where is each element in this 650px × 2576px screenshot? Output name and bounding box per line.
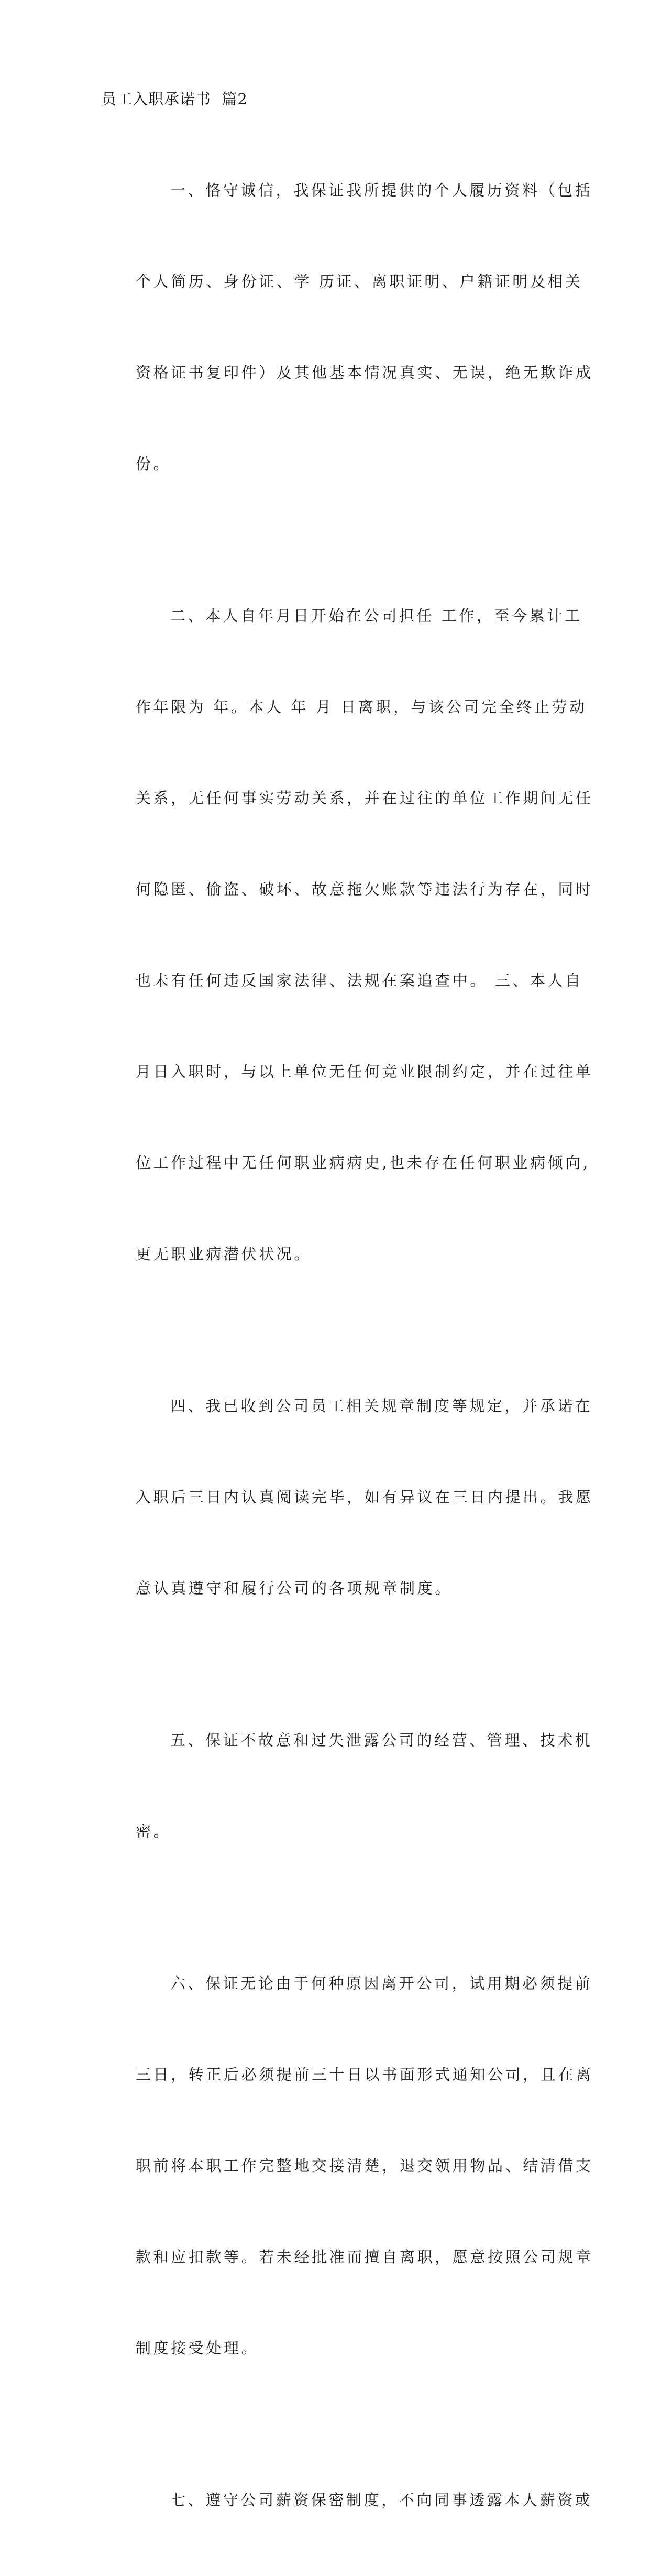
text-line: 三日，转正后必须提前三十日以书面形式通知公司，且在离 <box>136 2066 593 2083</box>
text-line: 份。 <box>136 455 171 473</box>
text-line: 也未有任何违反国家法律、法规在案追查中。 三、本人自 <box>136 972 583 989</box>
text-line: 五、保证不故意和过失泄露公司的经营、管理、技术机 <box>170 1731 593 1749</box>
text-line: 四、我已收到公司员工相关规章制度等规定，并承诺在 <box>170 1397 593 1415</box>
text-line: 一、恪守诚信，我保证我所提供的个人履历资料（包括 <box>170 181 593 199</box>
text-line: 作年限为 年。本人 年 月 日离职，与该公司完全终止劳动 <box>136 698 587 716</box>
text-line: 入职后三日内认真阅读完毕，如有异议在三日内提出。我愿 <box>136 1488 593 1506</box>
text-line: 七、遵守公司薪资保密制度，不向同事透露本人薪资或 <box>170 2491 593 2509</box>
text-line: 制度接受处理。 <box>136 2339 259 2357</box>
text-line: 关系，无任何事实劳动关系，并在过往的单位工作期间无任 <box>136 789 593 807</box>
text-line: 何隐匿、偷盗、破坏、故意拖欠账款等违法行为存在，同时 <box>136 880 593 898</box>
text-line: 六、保证无论由于何种原因离开公司，试用期必须提前 <box>170 1974 593 1992</box>
document-body <box>101 84 593 2576</box>
paragraph-6 <box>101 2424 593 2576</box>
text-line: 意认真遵守和履行公司的各项规章制度。 <box>136 1579 453 1597</box>
paragraph-5 <box>101 1907 593 2424</box>
paragraph-4 <box>101 1664 593 1907</box>
text-line: 密。 <box>136 1822 171 1840</box>
paragraph-2 <box>101 540 593 1330</box>
paragraph-1 <box>101 114 593 540</box>
document-title: 员工入职承诺书 篇2 <box>101 90 248 108</box>
paragraph-3 <box>101 1330 593 1664</box>
text-line: 款和应扣款等。若未经批准而擅自离职，愿意按照公司规章 <box>136 2248 593 2266</box>
text-line: 职前将本职工作完整地交接清楚，退交领用物品、结清借支 <box>136 2157 593 2175</box>
text-line: 月日入职时，与以上单位无任何竞业限制约定，并在过往单 <box>136 1063 593 1080</box>
text-line: 资格证书复印件）及其他基本情况真实、无误，绝无欺诈成 <box>136 364 593 381</box>
text-line: 二、本人自年月日开始在公司担任 工作，至今累计工 <box>170 607 582 625</box>
text-line: 个人简历、身份证、学 历证、离职证明、户籍证明及相关 <box>136 272 583 290</box>
text-line: 位工作过程中无任何职业病病史,也未存在任何职业病倾向, <box>136 1154 590 1172</box>
text-line: 更无职业病潜伏状况。 <box>136 1245 312 1263</box>
